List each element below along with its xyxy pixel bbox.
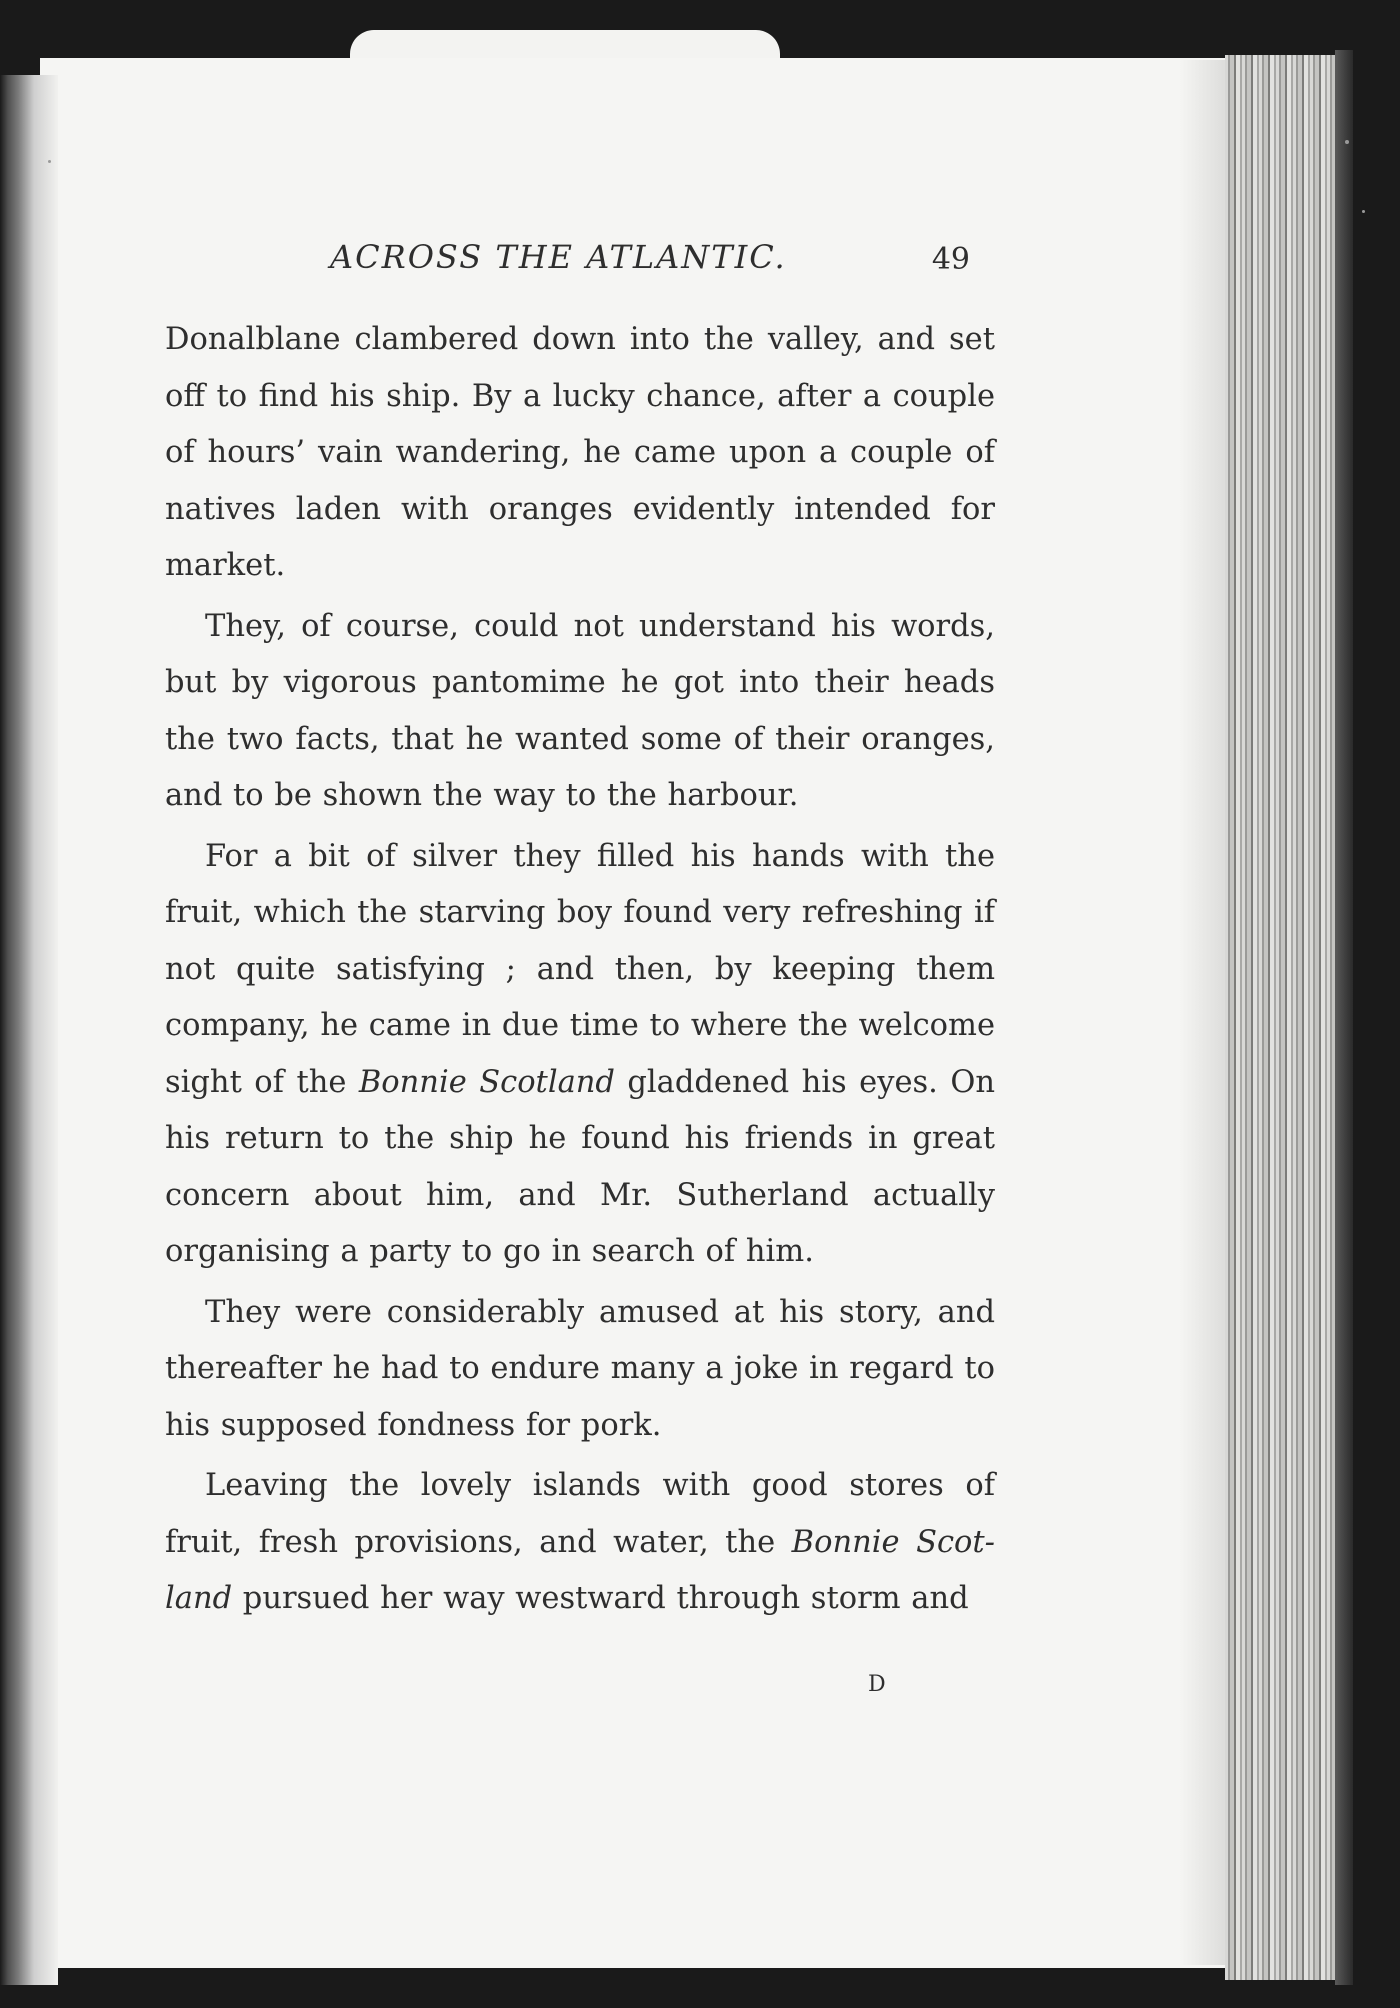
dust-speck	[1345, 140, 1349, 144]
paragraph-text: For a bit of silver they filled his hands with the fruit, which the starving boy found very refreshing if not quite satisfying ; and then, by keeping them company, he came in due time to where the welcome sight of the	[165, 838, 995, 1100]
dust-speck	[48, 160, 51, 163]
running-head	[165, 238, 1000, 288]
fore-edge-page-stack	[1225, 55, 1335, 1980]
page-number: 49	[931, 242, 970, 277]
paragraph-text: Leaving the lovely islands with good stores of fruit, fresh provisions, and water, the	[165, 1468, 995, 1560]
paragraph-text: gladdened his eyes. On his return to the ship he found his friends in great concern about him, and Mr. Sutherland actually organising a party to go in search of him.	[165, 1064, 995, 1269]
paragraph-p3	[165, 829, 995, 1281]
paragraph-text: pursued her way westward through storm and	[232, 1581, 969, 1616]
binding-shadow	[0, 75, 58, 1985]
ship-name-italic: Bonnie Scotland	[165, 1524, 995, 1616]
signature-mark: D	[868, 1672, 887, 1697]
paragraph-text: They were considerably amused at his story, and thereafter he had to endure many a joke in regard to his supposed fondness for pork.	[165, 1294, 996, 1443]
paragraph-text: Donalblane clambered down into the valley, and set off to find his ship. By a lucky chance, after a couple of hours’ vain wandering, he came upon a couple of natives laden with oranges evidently intended for market.	[165, 322, 995, 583]
body-text	[165, 312, 995, 1628]
paragraph-p4	[165, 1285, 995, 1455]
dust-speck	[1362, 210, 1365, 213]
paragraph-p1	[165, 312, 995, 595]
paragraph-p5	[165, 1458, 995, 1628]
ship-name-italic: Bonnie Scotland	[358, 1064, 615, 1100]
paragraph-p2	[165, 599, 995, 825]
paragraph-text: They, of course, could not understand his words, but by vigorous pantomime he got into their heads the two facts, that he wanted some of their oranges, and to be shown the way to the harbour.	[165, 608, 995, 813]
running-title: ACROSS THE ATLANTIC.	[330, 238, 787, 276]
fore-edge-outer	[1335, 50, 1353, 1985]
